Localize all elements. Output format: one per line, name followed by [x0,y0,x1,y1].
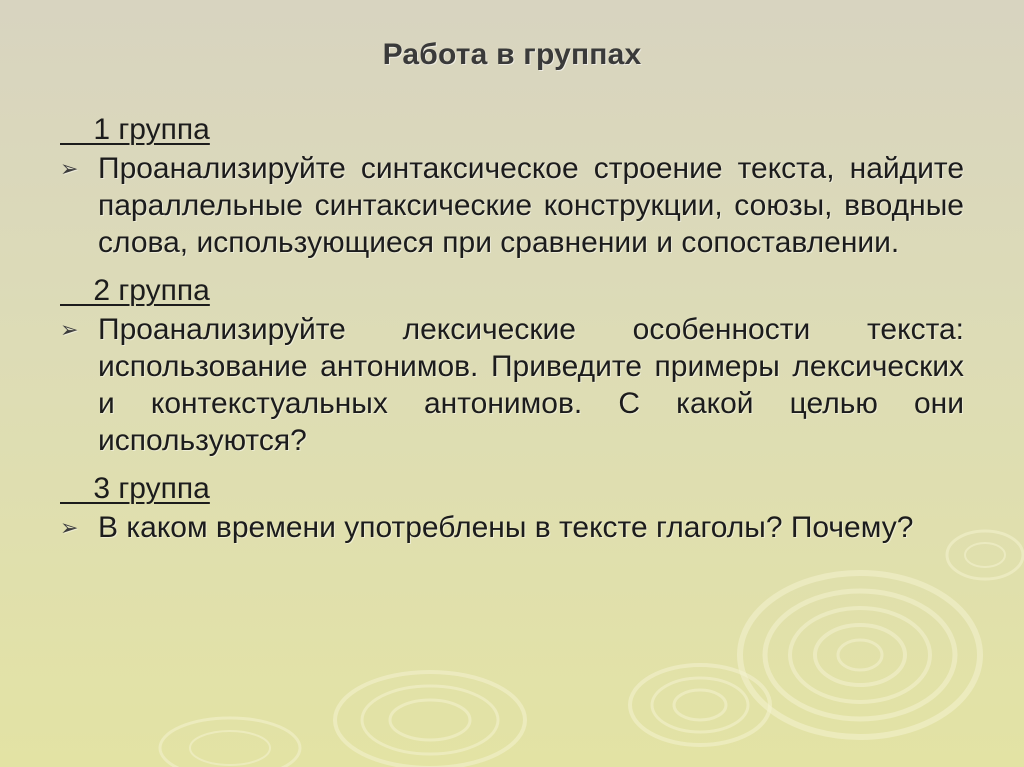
group-3-task-text: В каком времени употреблены в тексте глаголы? Почему? [98,511,914,544]
group-3-task [60,509,964,546]
arrow-bullet-icon: ➢ [60,515,79,540]
slide-content [60,112,964,558]
arrow-bullet-icon: ➢ [60,156,79,181]
group-3-heading: 3 группа [60,472,210,505]
group-1-heading: 1 группа [60,113,210,146]
group-2-task [60,311,964,459]
group-1-task-text: Проанализируйте синтаксическое строение текста, найдите параллельные синтаксические конструкции, союзы, вводные слова, использующиеся при сравнении и сопоставлении. [98,152,964,259]
group-1-task [60,150,964,261]
arrow-bullet-icon: ➢ [60,317,79,342]
group-2-heading: 2 группа [60,274,210,307]
slide-title: Работа в группах [382,38,642,71]
group-2-task-text: Проанализируйте лексические особенности текста: использование антонимов. Приведите примеры лексических и контекстуальных антонимов. С какой целью они используются? [98,313,964,457]
